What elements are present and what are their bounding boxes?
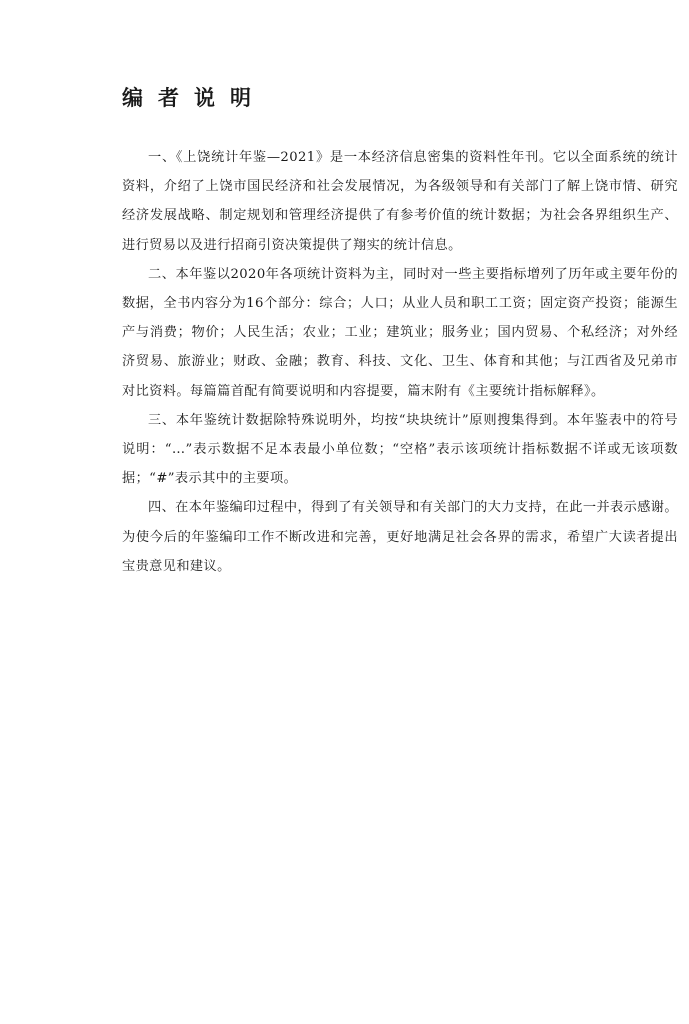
paragraph-1: 一、《上饶统计年鉴—2021》是一本经济信息密集的资料性年刊。它以全面系统的统计资料，介绍了上饶市国民经济和社会发展情况，为各级领导和有关部门了解上饶市情、研究经济发展战略、制定规划和管理经济提供了有参考价值的统计数据；为社会各界组织生产、进行贸易以及进行招商引资决策提供了翔实的统计信息。 — [122, 150, 678, 253]
paragraph-2: 二、本年鉴以2020年各项统计资料为主，同时对一些主要指标增列了历年或主要年份的数据，全书内容分为16个部分：综合；人口；从业人员和职工工资；固定资产投资；能源生产与消费；物价；人民生活；农业；工业；建筑业；服务业；国内贸易、个私经济；对外经济贸易、旅游业；财政、金融；教育、科技、文化、卫生、体育和其他；与江西省及兄弟市对比资料。每篇篇首配有简要说明和内容提要，篇末附有《主要统计指标解释》。 — [122, 266, 678, 399]
paragraph-4: 四、在本年鉴编印过程中，得到了有关领导和有关部门的大力支持，在此一并表示感谢。为使今后的年鉴编印工作不断改进和完善，更好地满足社会各界的需求，希望广大读者提出宝贵意见和建议。 — [122, 500, 678, 574]
paragraph-3: 三、本年鉴统计数据除特殊说明外，均按“块块统计”原则搜集得到。本年鉴表中的符号说明：“…”表示数据不足本表最小单位数；“空格”表示该项统计指标数据不详或无该项数据；“#”表示其中的主要项。 — [122, 412, 678, 487]
page-title: 编者说明 — [122, 85, 266, 110]
document-body — [122, 143, 678, 581]
